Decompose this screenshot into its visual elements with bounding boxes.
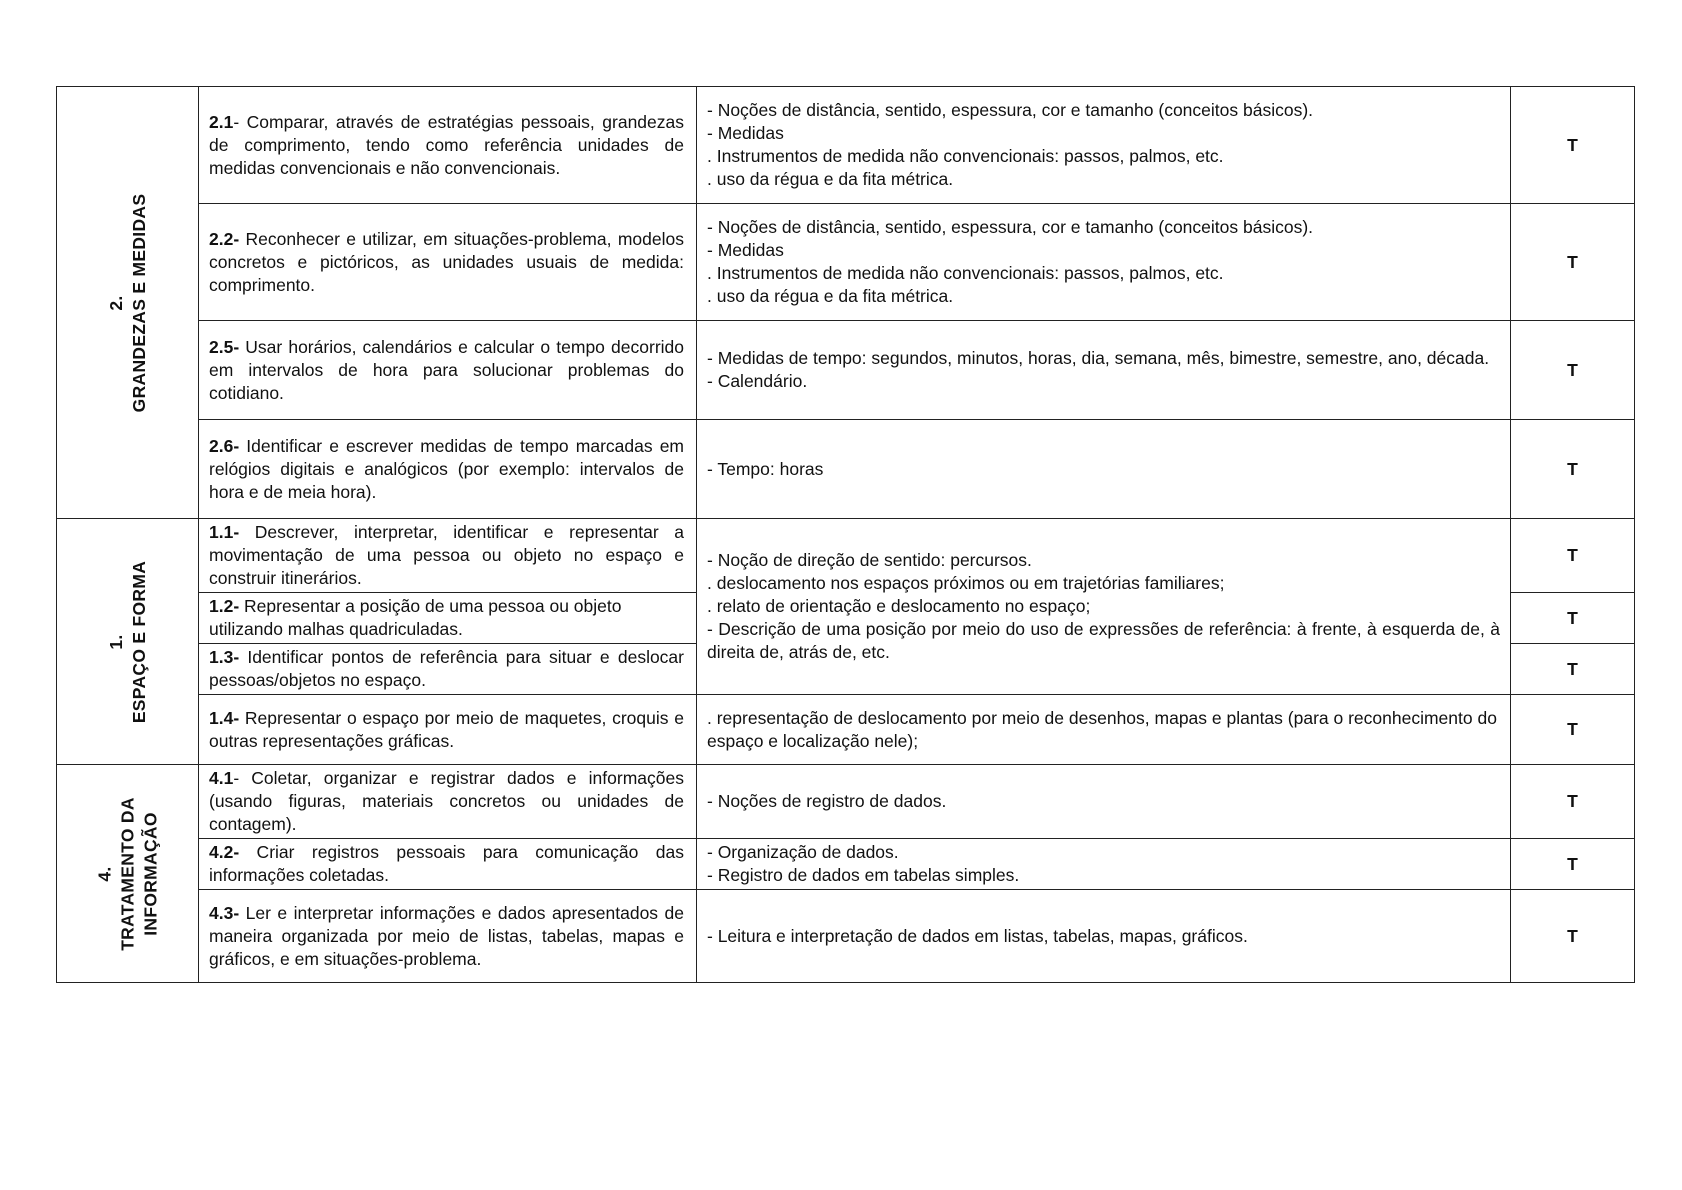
skill-cell: 1.2- Representar a posição de uma pessoa ou objeto utilizando malhas quadriculadas.: [199, 593, 697, 644]
level-cell: T: [1511, 519, 1635, 593]
table-row: [57, 204, 1635, 321]
shared-content-cell: - Noção de direção de sentido: percursos. . deslocamento nos espaços próximos ou em trajetórias familiares; . relato de orientação e deslocamento no espaço; - Descrição de uma posição por meio do uso de expressões de referência: à frente, à esquerda de, à direita de, atrás de, etc.: [697, 519, 1511, 695]
unit-label: 4. TRATAMENTO DA INFORMAÇÃO: [94, 796, 160, 951]
skill-cell: 1.1- Descrever, interpretar, identificar e representar a movimentação de uma pessoa ou objeto no espaço e construir itinerários.: [199, 519, 697, 593]
level-cell: T: [1511, 87, 1635, 204]
unit-label-cell: [57, 519, 199, 765]
level-cell: T: [1511, 695, 1635, 765]
level-cell: T: [1511, 204, 1635, 321]
table-row: [57, 519, 1635, 593]
content-cell: - Leitura e interpretação de dados em listas, tabelas, mapas, gráficos.: [697, 890, 1511, 983]
table-row: [57, 87, 1635, 204]
content-cell: - Tempo: horas: [697, 420, 1511, 519]
skill-cell: 4.2- Criar registros pessoais para comunicação das informações coletadas.: [199, 839, 697, 890]
table-row: [57, 890, 1635, 983]
unit-label: 2. GRANDEZAS E MEDIDAS: [105, 193, 149, 412]
skill-cell: 2.2- Reconhecer e utilizar, em situações-problema, modelos concretos e pictóricos, as unidades usuais de medida: comprimento.: [199, 204, 697, 321]
level-cell: T: [1511, 890, 1635, 983]
skill-cell: 4.3- Ler e interpretar informações e dados apresentados de maneira organizada por meio de listas, tabelas, mapas e gráficos, e em situações-problema.: [199, 890, 697, 983]
table-row: [57, 839, 1635, 890]
table-row: [57, 321, 1635, 420]
level-cell: T: [1511, 420, 1635, 519]
content-cell: - Noções de distância, sentido, espessura, cor e tamanho (conceitos básicos). - Medidas . Instrumentos de medida não convencionais: passos, palmos, etc. . uso da régua e da fita métrica.: [697, 204, 1511, 321]
curriculum-table: [56, 86, 1635, 983]
unit-label-cell: [57, 87, 199, 519]
skill-cell: 4.1- Coletar, organizar e registrar dados e informações (usando figuras, materiais concretos ou unidades de contagem).: [199, 765, 697, 839]
level-cell: T: [1511, 644, 1635, 695]
skill-cell: 2.6- Identificar e escrever medidas de tempo marcadas em relógios digitais e analógicos (por exemplo: intervalos de hora e de meia hora).: [199, 420, 697, 519]
content-cell: - Organização de dados. - Registro de dados em tabelas simples.: [697, 839, 1511, 890]
level-cell: T: [1511, 593, 1635, 644]
unit-label-cell: [57, 765, 199, 983]
content-cell: - Noções de registro de dados.: [697, 765, 1511, 839]
unit-label: 1. ESPAÇO E FORMA: [105, 560, 149, 723]
skill-cell: 1.3- Identificar pontos de referência para situar e deslocar pessoas/objetos no espaço.: [199, 644, 697, 695]
skill-cell: 1.4- Representar o espaço por meio de maquetes, croquis e outras representações gráficas.: [199, 695, 697, 765]
level-cell: T: [1511, 765, 1635, 839]
table-row: [57, 420, 1635, 519]
content-cell: - Medidas de tempo: segundos, minutos, horas, dia, semana, mês, bimestre, semestre, ano, década. - Calendário.: [697, 321, 1511, 420]
level-cell: T: [1511, 839, 1635, 890]
skill-cell: 2.1- Comparar, através de estratégias pessoais, grandezas de comprimento, tendo como referência unidades de medidas convencionais e não convencionais.: [199, 87, 697, 204]
content-cell: . representação de deslocamento por meio de desenhos, mapas e plantas (para o reconhecimento do espaço e localização nele);: [697, 695, 1511, 765]
skill-cell: 2.5- Usar horários, calendários e calcular o tempo decorrido em intervalos de hora para solucionar problemas do cotidiano.: [199, 321, 697, 420]
content-cell: - Noções de distância, sentido, espessura, cor e tamanho (conceitos básicos). - Medidas . Instrumentos de medida não convencionais: passos, palmos, etc. . uso da régua e da fita métrica.: [697, 87, 1511, 204]
level-cell: T: [1511, 321, 1635, 420]
table-row: [57, 765, 1635, 839]
table-row: [57, 695, 1635, 765]
